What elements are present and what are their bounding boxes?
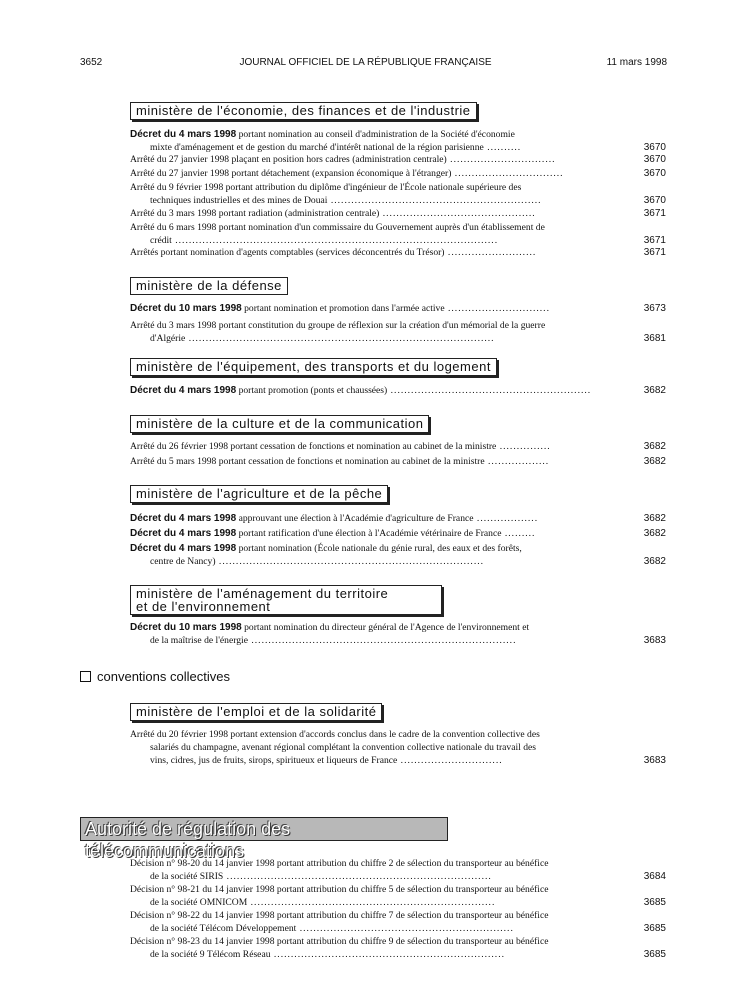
entry-text: Décision n° 98-23 du 14 janvier 1998 portant attribution du chiffre 9 de sélection du transporteur au bénéfice: [130, 936, 549, 947]
entry-page: 3682: [643, 441, 666, 452]
entry-lead: Décret du 4 mars 1998: [130, 129, 237, 140]
entry-page: 3682: [643, 385, 666, 396]
toc-entry[interactable]: Décret du 10 mars 1998 portant nomination du directeur général de l'Agence de l'environnement et de la maîtrise de l'énergie .............................................................................. 3683: [130, 622, 666, 646]
entry-page: 3671: [643, 235, 666, 246]
toc-entry[interactable]: Décision n° 98-20 du 14 janvier 1998 portant attribution du chiffre 2 de sélection du transporteur au bénéfice de la société SIRIS .............................................................................. 3684: [130, 858, 666, 882]
toc-entry[interactable]: Arrêté du 3 mars 1998 portant constitution du groupe de réflexion sur la création d'un mémorial de la guerre d'Algérie .......................................................................................... 3681: [130, 320, 666, 344]
entry-text: portant nomination (École nationale du génie rural, des eaux et des forêts,: [236, 543, 522, 554]
entry-text: Arrêté du 26 février 1998 portant cessation de fonctions et nomination au cabinet de la ministre: [130, 441, 497, 452]
toc-entry[interactable]: Décret du 10 mars 1998 portant nomination et promotion dans l'armée active .............................. 3673: [130, 303, 666, 314]
entry-continuation: de la maîtrise de l'énergie: [150, 635, 248, 646]
toc-entry[interactable]: Décret du 4 mars 1998 portant promotion (ponts et chaussées) ........................................................... 3682: [130, 385, 666, 396]
arcep-heading: Autorité de régulation des télécommunications: [80, 817, 448, 841]
section-title-line: et de l'environnement: [136, 599, 271, 614]
entry-page: 3685: [643, 949, 666, 960]
toc-entry[interactable]: Arrêté du 27 janvier 1998 plaçant en position hors cadres (administration centrale) ............................... 3670: [130, 154, 666, 165]
section-title-amenagement: [130, 585, 442, 615]
entry-lead: Décret du 10 mars 1998: [130, 303, 242, 314]
toc-entry[interactable]: Décret du 4 mars 1998 portant ratification d'une élection à l'Académie vétérinaire de France ......... 3682: [130, 528, 666, 539]
toc-entry[interactable]: Décision n° 98-23 du 14 janvier 1998 portant attribution du chiffre 9 de sélection du transporteur au bénéfice de la société 9 Télécom Réseau .................................................................... 3685: [130, 936, 666, 960]
entry-page: 3682: [643, 513, 666, 524]
entry-page: 3681: [643, 333, 666, 344]
toc-entry[interactable]: Arrêté du 5 mars 1998 portant cessation de fonctions et nomination au cabinet de la ministre .................. 3682: [130, 456, 666, 467]
conventions-label: conventions collectives: [97, 669, 230, 684]
section-title-defense: ministère de la défense: [130, 277, 288, 295]
entry-page: 3670: [643, 142, 666, 153]
entry-page: 3684: [643, 871, 666, 882]
toc-entry[interactable]: Arrêté du 20 février 1998 portant extension d'accords conclus dans le cadre de la convention collective des salariés du champagne, avenant régional complétant la convention collective nationale du travail des vins, cidres, jus de fruits, sirops, spiritueux et liqueurs de France .............................. 3683: [130, 729, 666, 766]
entry-lead: Décret du 4 mars 1998: [130, 513, 237, 524]
entry-continuation: salariés du champagne, avenant régional complétant la convention collective nationale du travail des: [150, 742, 536, 753]
entry-continuation: de la société OMNICOM: [150, 897, 248, 908]
entry-text: Arrêté du 3 mars 1998 portant constitution du groupe de réflexion sur la création d'un mémorial de la guerre: [130, 320, 546, 331]
entry-text: Décision n° 98-21 du 14 janvier 1998 portant attribution du chiffre 5 de sélection du transporteur au bénéfice: [130, 884, 549, 895]
checkbox-square-icon: [80, 671, 91, 682]
toc-entry[interactable]: Arrêté du 27 janvier 1998 portant détachement (expansion économique à l'étranger) ................................ 3670: [130, 168, 666, 179]
entry-continuation: vins, cidres, jus de fruits, sirops, spiritueux et liqueurs de France: [150, 755, 398, 766]
entry-page: 3670: [643, 195, 666, 206]
entry-lead: Décret du 10 mars 1998: [130, 622, 242, 633]
entry-page: 3670: [643, 154, 666, 165]
entry-continuation: de la société 9 Télécom Réseau: [150, 949, 271, 960]
page-number: 3652: [80, 57, 103, 68]
entry-text: Arrêtés portant nomination d'agents comptables (services déconcentrés du Trésor): [130, 247, 445, 258]
section-title-agriculture: ministère de l'agriculture et de la pêche: [130, 485, 388, 503]
entry-continuation: techniques industrielles et des mines de Douai: [150, 195, 328, 206]
entry-text: Arrêté du 27 janvier 1998 portant détachement (expansion économique à l'étranger): [130, 168, 452, 179]
entry-text: Arrêté du 9 février 1998 portant attribution du diplôme d'ingénieur de l'École nationale supérieure des: [130, 182, 522, 193]
toc-entry[interactable]: Arrêté du 3 mars 1998 portant radiation (administration centrale) ............................................. 3671: [130, 208, 666, 219]
entry-text: Arrêté du 5 mars 1998 portant cessation de fonctions et nomination au cabinet de la ministre: [130, 456, 485, 467]
entry-page: 3671: [643, 208, 666, 219]
entry-text: Décision n° 98-22 du 14 janvier 1998 portant attribution du chiffre 7 de sélection du transporteur au bénéfice: [130, 910, 549, 921]
entry-lead: Décret du 4 mars 1998: [130, 543, 237, 554]
entry-text: Arrêté du 6 mars 1998 portant nomination d'un commissaire du Gouvernement auprès d'un établissement de: [130, 222, 545, 233]
entry-text: portant nomination du directeur général de l'Agence de l'environnement et: [241, 622, 530, 633]
entry-page: 3682: [643, 456, 666, 467]
entry-page: 3683: [643, 755, 666, 766]
entry-lead: Décret du 4 mars 1998: [130, 385, 237, 396]
entry-text: portant nomination au conseil d'administration de la Société d'économie: [236, 129, 515, 140]
toc-entry[interactable]: Arrêté du 26 février 1998 portant cessation de fonctions et nomination au cabinet de la ministre ............... 3682: [130, 441, 666, 452]
entry-page: 3670: [643, 168, 666, 179]
entry-text: portant ratification d'une élection à l'Académie vétérinaire de France: [236, 528, 502, 539]
entry-page: 3682: [643, 556, 666, 567]
toc-entry[interactable]: Décision n° 98-21 du 14 janvier 1998 portant attribution du chiffre 5 de sélection du transporteur au bénéfice de la société OMNICOM ........................................................................ 3685: [130, 884, 666, 908]
entry-text: portant promotion (ponts et chaussées): [236, 385, 388, 396]
section-title-culture: ministère de la culture et de la communication: [130, 415, 429, 433]
issue-date: 11 mars 1998: [606, 57, 667, 68]
entry-lead: Décret du 4 mars 1998: [130, 528, 237, 539]
entry-page: 3682: [643, 528, 666, 539]
entry-page: 3671: [643, 247, 666, 258]
entry-text: Arrêté du 20 février 1998 portant extension d'accords conclus dans le cadre de la convention collective des: [130, 729, 540, 740]
toc-entry[interactable]: Décret du 4 mars 1998 portant nomination (École nationale du génie rural, des eaux et des forêts, centre de Nancy) .............................................................................. 3682: [130, 543, 666, 567]
toc-entry[interactable]: Arrêté du 6 mars 1998 portant nomination d'un commissaire du Gouvernement auprès d'un établissement de crédit ............................................................................................... 3671: [130, 222, 666, 246]
entry-continuation: de la société SIRIS: [150, 871, 224, 882]
entry-page: 3673: [643, 303, 666, 314]
conventions-heading: [80, 669, 230, 684]
entry-continuation: d'Algérie: [150, 333, 186, 344]
section-title-economie: ministère de l'économie, des finances et de l'industrie: [130, 102, 477, 120]
entry-text: Arrêté du 27 janvier 1998 plaçant en position hors cadres (administration centrale): [130, 154, 447, 165]
section-title-line: ministère de l'aménagement du territoire: [136, 586, 389, 601]
section-title-emploi: ministère de l'emploi et de la solidarité: [130, 703, 382, 721]
entry-page: 3685: [643, 923, 666, 934]
entry-page: 3685: [643, 897, 666, 908]
toc-entry[interactable]: Décision n° 98-22 du 14 janvier 1998 portant attribution du chiffre 7 de sélection du transporteur au bénéfice de la société Télécom Développement ............................................................... 3685: [130, 910, 666, 934]
entry-text: Arrêté du 3 mars 1998 portant radiation (administration centrale): [130, 208, 380, 219]
toc-entry[interactable]: Arrêtés portant nomination d'agents comptables (services déconcentrés du Trésor) .......................... 3671: [130, 247, 666, 258]
entry-text: portant nomination et promotion dans l'armée active: [241, 303, 445, 314]
section-title-equipement: ministère de l'équipement, des transports et du logement: [130, 358, 497, 376]
toc-entry[interactable]: Décret du 4 mars 1998 portant nomination au conseil d'administration de la Société d'économie mixte d'aménagement et de gestion du marché d'intérêt national de la région parisienne .......... 3670: [130, 129, 666, 153]
toc-entry[interactable]: Arrêté du 9 février 1998 portant attribution du diplôme d'ingénieur de l'École nationale supérieure des techniques industrielles et des mines de Douai .............................................................. 3670: [130, 182, 666, 206]
entry-continuation: de la société Télécom Développement: [150, 923, 297, 934]
entry-continuation: mixte d'aménagement et de gestion du marché d'intérêt national de la région parisienne: [150, 142, 484, 153]
entry-page: 3683: [643, 635, 666, 646]
entry-text: approuvant une élection à l'Académie d'agriculture de France: [236, 513, 474, 524]
entry-continuation: crédit: [150, 235, 172, 246]
entry-text: Décision n° 98-20 du 14 janvier 1998 portant attribution du chiffre 2 de sélection du transporteur au bénéfice: [130, 858, 549, 869]
toc-entry[interactable]: Décret du 4 mars 1998 approuvant une élection à l'Académie d'agriculture de France .................. 3682: [130, 513, 666, 524]
journal-title: JOURNAL OFFICIEL DE LA RÉPUBLIQUE FRANÇAISE: [239, 57, 492, 68]
entry-continuation: centre de Nancy): [150, 556, 216, 567]
